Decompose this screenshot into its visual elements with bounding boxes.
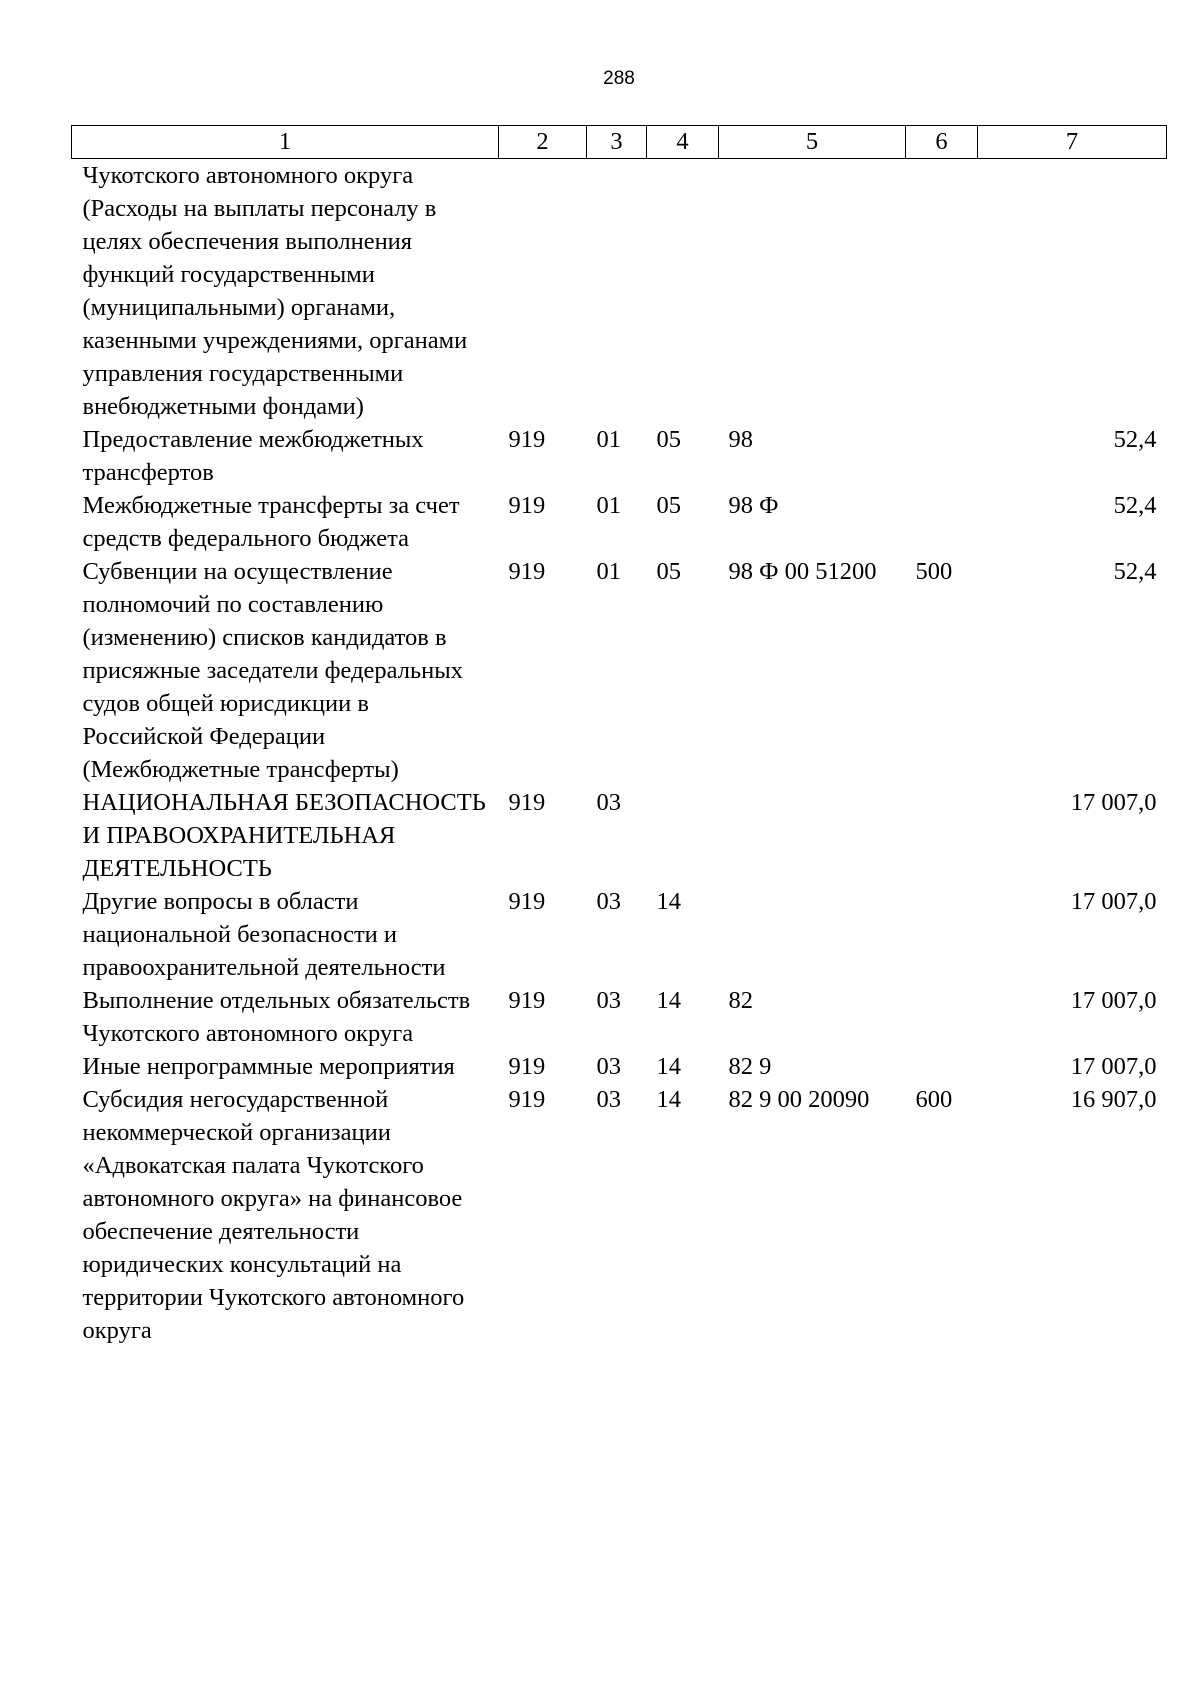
row-amount-cell: 17 007,0: [1070, 789, 1157, 816]
column-header-6: 6: [906, 126, 978, 159]
page-number: 288: [603, 68, 635, 89]
table-row: [72, 885, 1167, 984]
row-amount-cell: 17 007,0: [1070, 987, 1157, 1014]
table-row: [72, 786, 1167, 885]
row-name-cell: Другие вопросы в области национальной безопасности и правоохранительной деятельности: [82, 888, 446, 981]
row-rz-cell: 01: [596, 492, 621, 519]
table-row: [72, 1083, 1167, 1347]
row-vr-cell: [906, 786, 978, 885]
column-header-4: 4: [647, 126, 719, 159]
row-amount-cell: 52,4: [1113, 558, 1157, 585]
row-gr-cell: 919: [508, 789, 546, 816]
column-header-5: 5: [719, 126, 906, 159]
column-header-7: 7: [978, 126, 1167, 159]
row-vr-cell: [906, 489, 978, 555]
row-vr-cell: [906, 984, 978, 1050]
row-rz-cell: 03: [596, 1053, 621, 1080]
row-amount-cell: 52,4: [1113, 492, 1157, 519]
budget-table: [71, 125, 1167, 1347]
table-row: [72, 1050, 1167, 1083]
row-name-cell: Субсидия негосударственной некоммерческой организации «Адвокатская палата Чукотского автономного округа» на финансовое обеспечение деятельности юридических консультаций на территории Чукотского автономного округа: [82, 1086, 465, 1344]
row-csr-cell: 98 Ф 00 51200: [728, 558, 877, 585]
row-name-cell: Чукотского автономного округа (Расходы на выплаты персоналу в целях обеспечения выполнения функций государственными (муниципальными) органами, казенными учреждениями, органами управления государственными внебюджетными фондами): [82, 162, 468, 420]
row-vr-cell: 600: [915, 1086, 953, 1113]
row-csr-cell: 82: [728, 987, 753, 1014]
row-pr-cell: 14: [656, 987, 681, 1014]
table-header-row: [72, 126, 1167, 159]
row-gr-cell: [499, 159, 587, 424]
row-gr-cell: 919: [508, 492, 546, 519]
row-rz-cell: 03: [596, 987, 621, 1014]
row-gr-cell: 919: [508, 426, 546, 453]
column-header-2: 2: [499, 126, 587, 159]
row-pr-cell: 05: [656, 492, 681, 519]
row-csr-cell: [719, 786, 906, 885]
row-amount-cell: 16 907,0: [1070, 1086, 1157, 1113]
row-gr-cell: 919: [508, 987, 546, 1014]
row-amount-cell: 17 007,0: [1070, 1053, 1157, 1080]
row-csr-cell: 98 Ф: [728, 492, 779, 519]
row-rz-cell: 03: [596, 888, 621, 915]
row-gr-cell: 919: [508, 558, 546, 585]
row-pr-cell: [647, 159, 719, 424]
row-name-cell: Предоставление межбюджетных трансфертов: [82, 426, 424, 486]
table-row: [72, 489, 1167, 555]
row-name-cell: Субвенции на осуществление полномочий по составлению (изменению) списков кандидатов в присяжные заседатели федеральных судов общей юрисдикции в Российской Федерации (Межбюджетные трансферты): [82, 558, 463, 783]
row-pr-cell: [647, 786, 719, 885]
row-pr-cell: 14: [656, 888, 681, 915]
row-rz-cell: 03: [596, 1086, 621, 1113]
row-amount-cell: 17 007,0: [1070, 888, 1157, 915]
row-pr-cell: 14: [656, 1086, 681, 1113]
row-csr-cell: [719, 885, 906, 984]
row-name-cell: Выполнение отдельных обязательств Чукотского автономного округа: [82, 987, 471, 1047]
row-rz-cell: 01: [596, 558, 621, 585]
column-header-3: 3: [587, 126, 647, 159]
row-rz-cell: [587, 159, 647, 424]
row-pr-cell: 05: [656, 426, 681, 453]
table-row: [72, 423, 1167, 489]
row-name-cell: НАЦИОНАЛЬНАЯ БЕЗОПАСНОСТЬ И ПРАВООХРАНИТЕЛЬНАЯ ДЕЯТЕЛЬНОСТЬ: [82, 789, 486, 882]
row-csr-cell: 82 9: [728, 1053, 772, 1080]
row-rz-cell: 01: [596, 426, 621, 453]
table-row: [72, 555, 1167, 786]
row-csr-cell: 82 9 00 20090: [728, 1086, 870, 1113]
column-header-1: 1: [72, 126, 499, 159]
row-rz-cell: 03: [596, 789, 621, 816]
row-gr-cell: 919: [508, 888, 546, 915]
row-name-cell: Иные непрограммные мероприятия: [82, 1053, 455, 1080]
row-vr-cell: [906, 159, 978, 424]
row-amount-cell: 52,4: [1113, 426, 1157, 453]
row-gr-cell: 919: [508, 1053, 546, 1080]
row-vr-cell: 500: [915, 558, 953, 585]
table-row: [72, 159, 1167, 424]
row-name-cell: Межбюджетные трансферты за счет средств федерального бюджета: [82, 492, 460, 552]
row-vr-cell: [906, 1050, 978, 1083]
row-csr-cell: [719, 159, 906, 424]
row-pr-cell: 14: [656, 1053, 681, 1080]
table-row: [72, 984, 1167, 1050]
row-amount-cell: [978, 159, 1167, 424]
row-csr-cell: 98: [728, 426, 753, 453]
row-vr-cell: [906, 885, 978, 984]
row-pr-cell: 05: [656, 558, 681, 585]
row-vr-cell: [906, 423, 978, 489]
row-gr-cell: 919: [508, 1086, 546, 1113]
